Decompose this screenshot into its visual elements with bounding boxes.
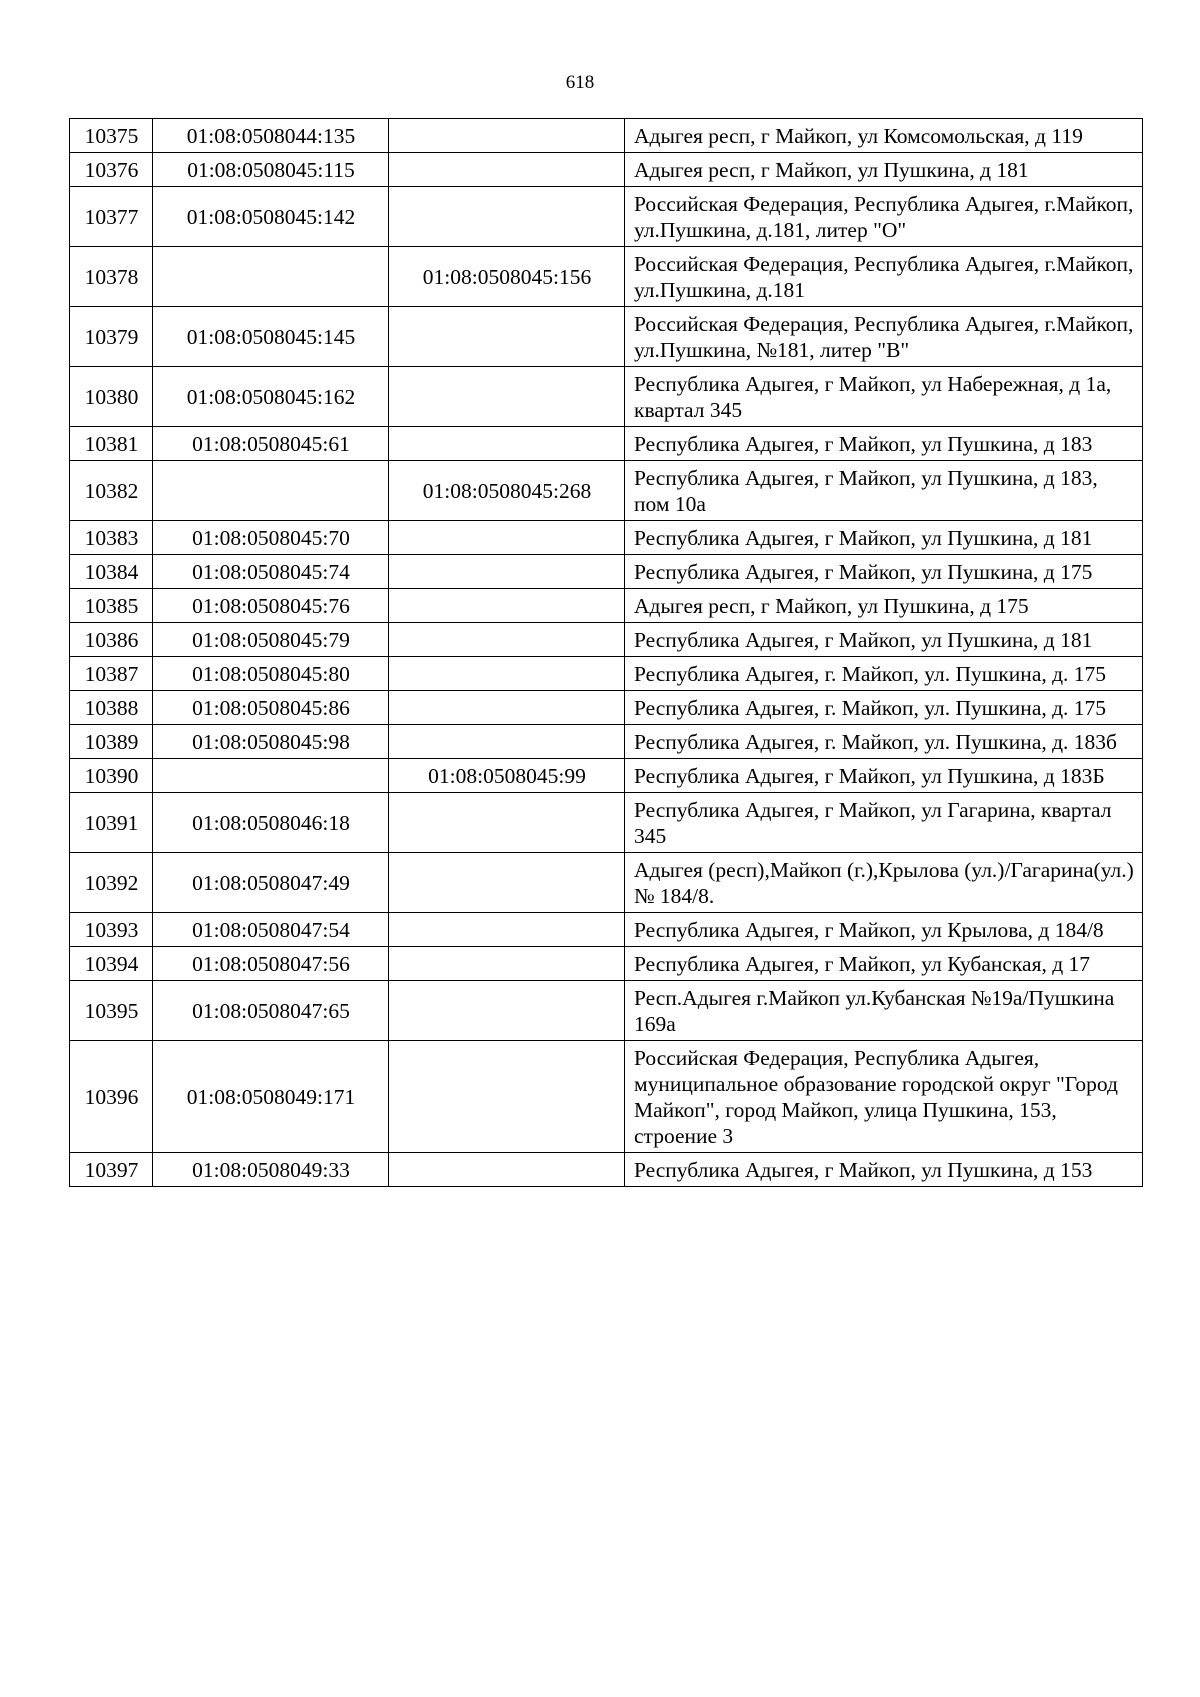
cadastral-number-cell: 01:08:0508049:171	[153, 1041, 389, 1153]
related-cadastral-number-cell	[389, 307, 625, 367]
table-row	[70, 913, 1143, 947]
record-number-cell: 10385	[70, 589, 153, 623]
related-cadastral-number-cell	[389, 1041, 625, 1153]
cadastral-number-cell: 01:08:0508045:142	[153, 187, 389, 247]
table-row	[70, 691, 1143, 725]
related-cadastral-number-cell	[389, 367, 625, 427]
address-cell: Республика Адыгея, г Майкоп, ул Кубанская, д 17	[625, 947, 1143, 981]
cadastral-number-cell: 01:08:0508047:65	[153, 981, 389, 1041]
related-cadastral-number-cell: 01:08:0508045:268	[389, 461, 625, 521]
record-number-cell: 10382	[70, 461, 153, 521]
cadastral-number-cell: 01:08:0508045:79	[153, 623, 389, 657]
table-row	[70, 947, 1143, 981]
address-cell: Российская Федерация, Республика Адыгея, г.Майкоп, ул.Пушкина, №181, литер "В"	[625, 307, 1143, 367]
record-number-cell: 10396	[70, 1041, 153, 1153]
table-row	[70, 657, 1143, 691]
record-number-cell: 10376	[70, 153, 153, 187]
related-cadastral-number-cell	[389, 589, 625, 623]
page-number: 618	[565, 72, 595, 93]
record-number-cell: 10388	[70, 691, 153, 725]
address-cell: Респ.Адыгея г.Майкоп ул.Кубанская №19а/Пушкина 169а	[625, 981, 1143, 1041]
record-number-cell: 10386	[70, 623, 153, 657]
related-cadastral-number-cell	[389, 793, 625, 853]
table-row	[70, 153, 1143, 187]
cadastral-number-cell: 01:08:0508047:49	[153, 853, 389, 913]
record-number-cell: 10377	[70, 187, 153, 247]
related-cadastral-number-cell	[389, 853, 625, 913]
address-cell: Республика Адыгея, г Майкоп, ул Пушкина, д 183, пом 10а	[625, 461, 1143, 521]
table-row	[70, 521, 1143, 555]
cadastral-number-cell: 01:08:0508045:70	[153, 521, 389, 555]
address-cell: Республика Адыгея, г Майкоп, ул Пушкина, д 153	[625, 1153, 1143, 1187]
address-cell: Российская Федерация, Республика Адыгея, г.Майкоп, ул.Пушкина, д.181	[625, 247, 1143, 307]
related-cadastral-number-cell	[389, 153, 625, 187]
table-body	[70, 119, 1143, 1187]
related-cadastral-number-cell	[389, 119, 625, 153]
address-cell: Республика Адыгея, г Майкоп, ул Пушкина, д 183	[625, 427, 1143, 461]
table-row	[70, 759, 1143, 793]
related-cadastral-number-cell	[389, 725, 625, 759]
cadastral-number-cell: 01:08:0508045:162	[153, 367, 389, 427]
cadastral-number-cell: 01:08:0508045:115	[153, 153, 389, 187]
address-cell: Адыгея респ, г Майкоп, ул Комсомольская, д 119	[625, 119, 1143, 153]
address-cell: Республика Адыгея, г Майкоп, ул Пушкина, д 183Б	[625, 759, 1143, 793]
address-cell: Республика Адыгея, г Майкоп, ул Пушкина, д 181	[625, 521, 1143, 555]
table-row	[70, 1041, 1143, 1153]
table-row	[70, 981, 1143, 1041]
record-number-cell: 10393	[70, 913, 153, 947]
cadastral-number-cell: 01:08:0508047:54	[153, 913, 389, 947]
address-cell: Республика Адыгея, г. Майкоп, ул. Пушкина, д. 183б	[625, 725, 1143, 759]
property-registry-table	[69, 118, 1143, 1187]
cadastral-number-cell: 01:08:0508044:135	[153, 119, 389, 153]
related-cadastral-number-cell	[389, 623, 625, 657]
record-number-cell: 10375	[70, 119, 153, 153]
address-cell: Республика Адыгея, г Майкоп, ул Крылова, д 184/8	[625, 913, 1143, 947]
record-number-cell: 10380	[70, 367, 153, 427]
table-row	[70, 461, 1143, 521]
table-row	[70, 119, 1143, 153]
address-cell: Республика Адыгея, г. Майкоп, ул. Пушкина, д. 175	[625, 691, 1143, 725]
related-cadastral-number-cell: 01:08:0508045:99	[389, 759, 625, 793]
related-cadastral-number-cell	[389, 187, 625, 247]
address-cell: Республика Адыгея, г Майкоп, ул Набережная, д 1а, квартал 345	[625, 367, 1143, 427]
record-number-cell: 10392	[70, 853, 153, 913]
table-row	[70, 1153, 1143, 1187]
record-number-cell: 10383	[70, 521, 153, 555]
table-row	[70, 187, 1143, 247]
related-cadastral-number-cell	[389, 521, 625, 555]
related-cadastral-number-cell	[389, 555, 625, 589]
table-row	[70, 247, 1143, 307]
record-number-cell: 10391	[70, 793, 153, 853]
record-number-cell: 10390	[70, 759, 153, 793]
table-row	[70, 427, 1143, 461]
cadastral-number-cell	[153, 759, 389, 793]
address-cell: Республика Адыгея, г Майкоп, ул Пушкина, д 175	[625, 555, 1143, 589]
table-row	[70, 793, 1143, 853]
record-number-cell: 10395	[70, 981, 153, 1041]
related-cadastral-number-cell	[389, 657, 625, 691]
record-number-cell: 10387	[70, 657, 153, 691]
cadastral-number-cell: 01:08:0508045:98	[153, 725, 389, 759]
table-row	[70, 853, 1143, 913]
address-cell: Адыгея респ, г Майкоп, ул Пушкина, д 175	[625, 589, 1143, 623]
related-cadastral-number-cell	[389, 947, 625, 981]
address-cell: Российская Федерация, Республика Адыгея, муниципальное образование городской округ "Город Майкоп", город Майкоп, улица Пушкина, 153, строение 3	[625, 1041, 1143, 1153]
table-row	[70, 555, 1143, 589]
cadastral-number-cell: 01:08:0508045:80	[153, 657, 389, 691]
record-number-cell: 10389	[70, 725, 153, 759]
cadastral-number-cell: 01:08:0508045:61	[153, 427, 389, 461]
cadastral-number-cell: 01:08:0508045:74	[153, 555, 389, 589]
record-number-cell: 10378	[70, 247, 153, 307]
table-row	[70, 367, 1143, 427]
address-cell: Адыгея (респ),Майкоп (г.),Крылова (ул.)/Гагарина(ул.) № 184/8.	[625, 853, 1143, 913]
related-cadastral-number-cell	[389, 427, 625, 461]
address-cell: Республика Адыгея, г Майкоп, ул Пушкина, д 181	[625, 623, 1143, 657]
record-number-cell: 10394	[70, 947, 153, 981]
table-row	[70, 725, 1143, 759]
cadastral-number-cell: 01:08:0508047:56	[153, 947, 389, 981]
cadastral-number-cell	[153, 247, 389, 307]
related-cadastral-number-cell: 01:08:0508045:156	[389, 247, 625, 307]
record-number-cell: 10397	[70, 1153, 153, 1187]
record-number-cell: 10379	[70, 307, 153, 367]
cadastral-number-cell: 01:08:0508046:18	[153, 793, 389, 853]
table-row	[70, 589, 1143, 623]
cadastral-number-cell	[153, 461, 389, 521]
related-cadastral-number-cell	[389, 913, 625, 947]
table-row	[70, 307, 1143, 367]
cadastral-number-cell: 01:08:0508045:86	[153, 691, 389, 725]
address-cell: Республика Адыгея, г Майкоп, ул Гагарина, квартал 345	[625, 793, 1143, 853]
related-cadastral-number-cell	[389, 981, 625, 1041]
address-cell: Республика Адыгея, г. Майкоп, ул. Пушкина, д. 175	[625, 657, 1143, 691]
table-row	[70, 623, 1143, 657]
address-cell: Российская Федерация, Республика Адыгея, г.Майкоп, ул.Пушкина, д.181, литер "О"	[625, 187, 1143, 247]
record-number-cell: 10381	[70, 427, 153, 461]
record-number-cell: 10384	[70, 555, 153, 589]
cadastral-number-cell: 01:08:0508049:33	[153, 1153, 389, 1187]
cadastral-number-cell: 01:08:0508045:145	[153, 307, 389, 367]
related-cadastral-number-cell	[389, 691, 625, 725]
related-cadastral-number-cell	[389, 1153, 625, 1187]
address-cell: Адыгея респ, г Майкоп, ул Пушкина, д 181	[625, 153, 1143, 187]
cadastral-number-cell: 01:08:0508045:76	[153, 589, 389, 623]
